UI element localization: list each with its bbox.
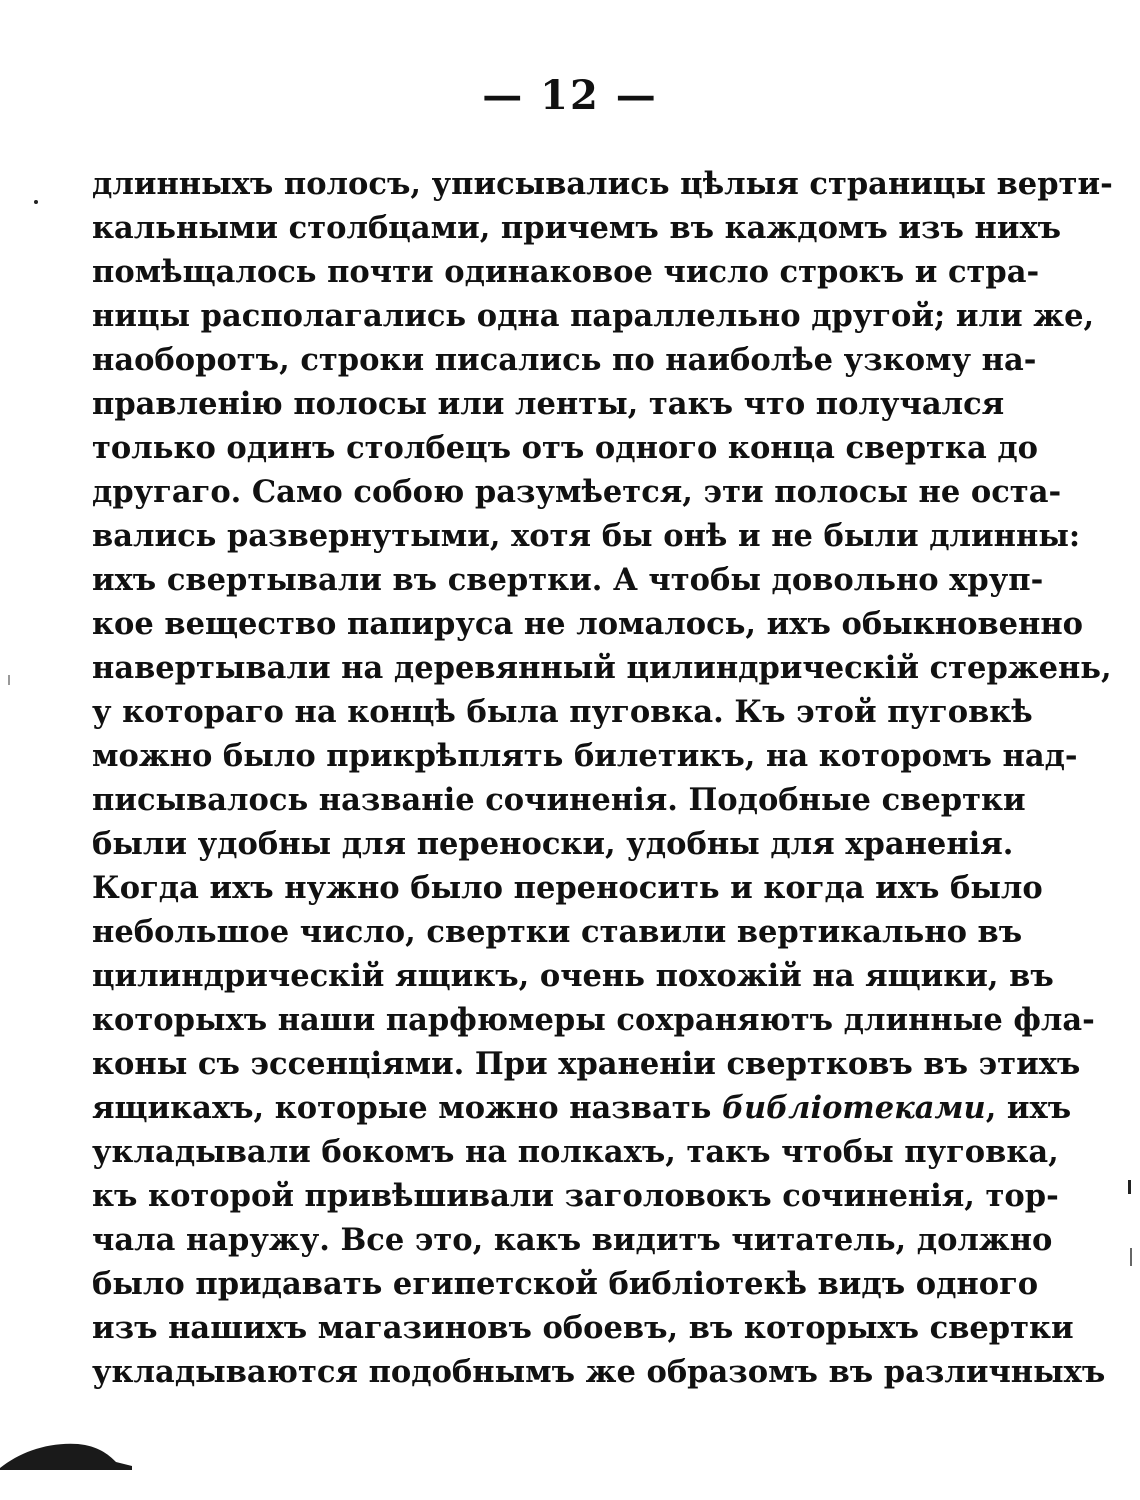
text-segment: ящикахъ, которые можно назвать — [92, 1090, 722, 1126]
text-segment: , ихъ — [985, 1090, 1072, 1126]
text-line: вались развернутыми, хотя бы онѣ и не были длинны: — [92, 518, 1081, 554]
text-line: цилиндрическій ящикъ, очень похожій на ящики, въ — [92, 958, 1054, 994]
text-line: укладываются подобнымъ же образомъ въ различныхъ — [92, 1354, 1106, 1390]
text-line: правленію полосы или ленты, такъ что получался — [92, 386, 1005, 422]
scan-speck — [1128, 1180, 1131, 1194]
text-line: кальными столбцами, причемъ въ каждомъ изъ нихъ — [92, 210, 1062, 246]
body-text — [92, 162, 1113, 1394]
text-line: другаго. Само собою разумѣется, эти полосы не оста- — [92, 474, 1062, 510]
text-line: наоборотъ, строки писались по наиболѣе узкому на- — [92, 342, 1037, 378]
text-line: навертывали на деревянный цилиндрическій стержень, — [92, 650, 1112, 686]
text-line: небольшое число, свертки ставили вертикально въ — [92, 914, 1023, 950]
text-line: были удобны для переноски, удобны для храненія. — [92, 826, 1014, 862]
text-line: помѣщалось почти одинаковое число строкъ и стра- — [92, 254, 1040, 290]
text-line: ихъ свертывали въ свертки. А чтобы довольно хруп- — [92, 562, 1044, 598]
italic-term: библіотеками — [721, 1090, 986, 1126]
scan-speck — [1130, 1248, 1132, 1266]
text-line: только одинъ столбецъ отъ одного конца свертка до — [92, 430, 1039, 466]
text-line: коны съ эссенціями. При храненіи свертковъ въ этихъ — [92, 1046, 1081, 1082]
text-line: было придавать египетской библіотекѣ видъ одного — [92, 1266, 1039, 1302]
scan-speck — [8, 675, 10, 685]
text-line-with-italic — [92, 1086, 1072, 1130]
text-line: изъ нашихъ магазиновъ обоевъ, въ которыхъ свертки — [92, 1310, 1074, 1346]
text-line: можно было прикрѣплять билетикъ, на которомъ над- — [92, 738, 1078, 774]
page-number: — 12 — — [482, 72, 658, 119]
text-line: которыхъ наши парфюмеры сохраняютъ длинные фла- — [92, 1002, 1095, 1038]
scan-speck — [34, 200, 38, 204]
text-line: укладывали бокомъ на полкахъ, такъ чтобы пуговка, — [92, 1134, 1059, 1170]
text-line: Когда ихъ нужно было переносить и когда ихъ было — [92, 870, 1043, 906]
text-line: къ которой привѣшивали заголовокъ сочиненія, тор- — [92, 1178, 1059, 1214]
text-line: ницы располагались одна параллельно другой; или же, — [92, 298, 1095, 334]
text-line: у котораго на концѣ была пуговка. Къ этой пуговкѣ — [92, 694, 1033, 730]
text-line: длинныхъ полосъ, уписывались цѣлыя страницы верти- — [92, 166, 1113, 202]
text-line: писывалось названіе сочиненія. Подобные свертки — [92, 782, 1026, 818]
text-line: чала наружу. Все это, какъ видитъ читатель, должно — [92, 1222, 1053, 1258]
text-line: кое вещество папируса не ломалось, ихъ обыкновенно — [92, 606, 1084, 642]
ink-blot-icon — [0, 1440, 132, 1476]
